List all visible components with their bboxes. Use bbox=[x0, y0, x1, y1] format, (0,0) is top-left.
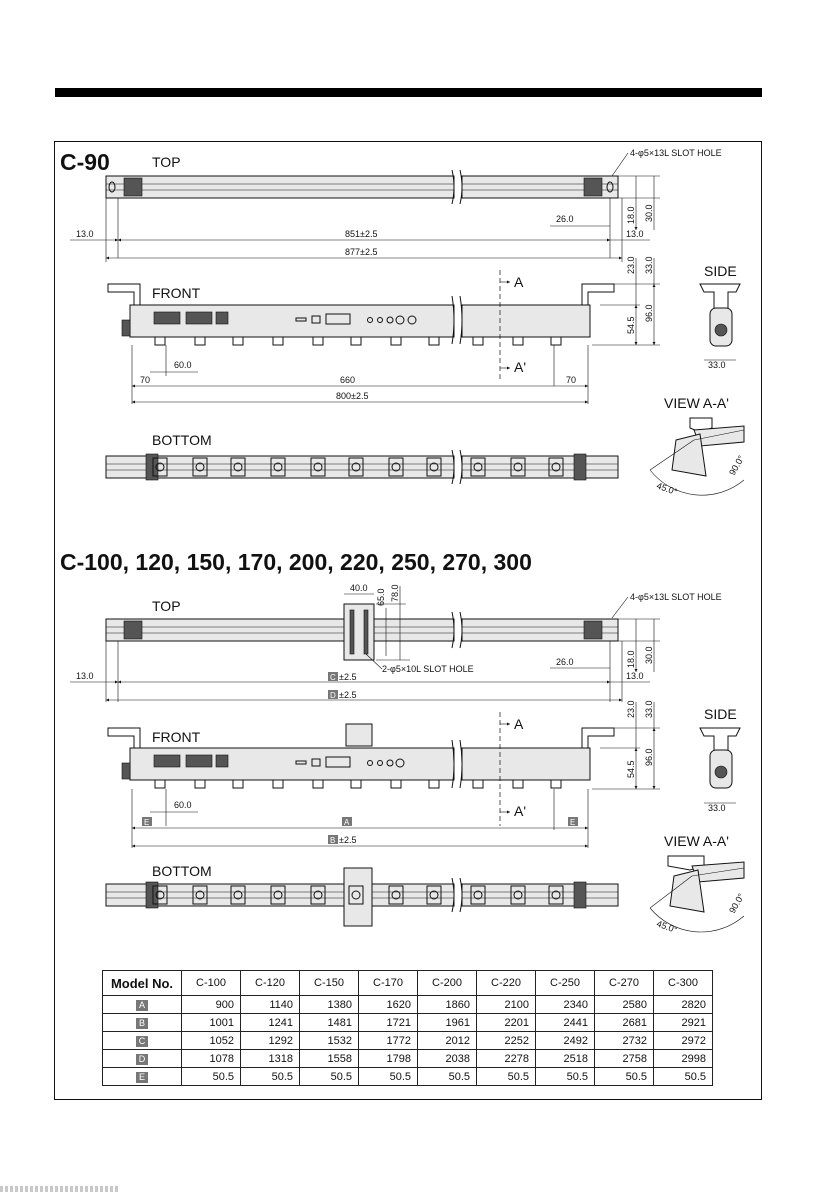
c90-section-a: A bbox=[514, 274, 524, 290]
c100-top-bar bbox=[106, 604, 618, 660]
c90-dim-13-right: 13.0 bbox=[626, 229, 644, 239]
c100-dim-96: 96.0 bbox=[644, 748, 654, 766]
c90-slot-hole-label: 4-φ5×13L SLOT HOLE bbox=[630, 148, 722, 158]
table-cell: 1380 bbox=[300, 996, 359, 1014]
table-cell: 1140 bbox=[241, 996, 300, 1014]
table-cell: 900 bbox=[182, 996, 241, 1014]
c100-dim-65: 65.0 bbox=[376, 588, 386, 606]
model-no-header: Model No. bbox=[103, 971, 182, 996]
table-cell: 1318 bbox=[241, 1050, 300, 1068]
c90-dim-70-right: 70 bbox=[566, 375, 577, 385]
nozzle bbox=[551, 337, 561, 345]
table-cell: 1772 bbox=[359, 1032, 418, 1050]
table-cell: 2492 bbox=[536, 1032, 595, 1050]
table-cell: 50.5 bbox=[477, 1068, 536, 1086]
table-cell: 1721 bbox=[359, 1014, 418, 1032]
nozzle bbox=[233, 780, 243, 788]
row-key-badge: C bbox=[136, 1036, 148, 1047]
table-cell: 2820 bbox=[654, 996, 713, 1014]
c100-front-label: FRONT bbox=[152, 729, 201, 745]
table-cell: 2580 bbox=[595, 996, 654, 1014]
c100-key-d: D bbox=[330, 691, 336, 700]
c90-dim-877: 877±2.5 bbox=[345, 247, 378, 257]
nozzle bbox=[351, 780, 361, 788]
table-cell: 1241 bbox=[241, 1014, 300, 1032]
model-spec-table bbox=[102, 970, 713, 1086]
table-cell: 2278 bbox=[477, 1050, 536, 1068]
nozzle bbox=[313, 780, 323, 788]
row-key-badge: B bbox=[136, 1018, 148, 1029]
table-row bbox=[103, 1050, 713, 1068]
table-cell: 50.5 bbox=[595, 1068, 654, 1086]
c100-slot-hole-label: 4-φ5×13L SLOT HOLE bbox=[630, 592, 722, 602]
table-cell: 2340 bbox=[536, 996, 595, 1014]
c100-top-label: TOP bbox=[152, 598, 181, 614]
c90-dim-60: 60.0 bbox=[174, 360, 192, 370]
model-header: C-120 bbox=[241, 971, 300, 996]
c100-dim-b: ±2.5 bbox=[339, 835, 357, 845]
c90-dim-800: 800±2.5 bbox=[336, 391, 369, 401]
model-header: C-150 bbox=[300, 971, 359, 996]
c90-dim-851: 851±2.5 bbox=[345, 229, 378, 239]
table-cell: 1481 bbox=[300, 1014, 359, 1032]
c100-key-b: B bbox=[330, 836, 336, 845]
table-cell: 50.5 bbox=[182, 1068, 241, 1086]
model-header: C-300 bbox=[654, 971, 713, 996]
table-cell: 1292 bbox=[241, 1032, 300, 1050]
table-cell: 1532 bbox=[300, 1032, 359, 1050]
table-cell: 2252 bbox=[477, 1032, 536, 1050]
row-key bbox=[103, 1032, 182, 1050]
nozzle bbox=[391, 780, 401, 788]
c90-dim-96: 96.0 bbox=[644, 304, 654, 322]
c100-dim-d: ±2.5 bbox=[339, 690, 357, 700]
table-cell: 2441 bbox=[536, 1014, 595, 1032]
table-cell: 2972 bbox=[654, 1032, 713, 1050]
c100-side-label: SIDE bbox=[704, 706, 737, 722]
nozzle bbox=[351, 337, 361, 345]
nozzle bbox=[429, 780, 439, 788]
nozzle bbox=[273, 780, 283, 788]
c100-dim-13-left: 13.0 bbox=[76, 671, 94, 681]
nozzle bbox=[513, 337, 523, 345]
c100-dim-33-side: 33.0 bbox=[708, 803, 726, 813]
c90-dim-13-left: 13.0 bbox=[76, 229, 94, 239]
table-cell: 2998 bbox=[654, 1050, 713, 1068]
nozzle bbox=[233, 337, 243, 345]
footer-scan-mark bbox=[0, 1186, 120, 1192]
row-key-badge: D bbox=[136, 1054, 148, 1065]
c100-dim-c: ±2.5 bbox=[339, 672, 357, 682]
c100-dim-30: 30.0 bbox=[644, 646, 654, 664]
c90-dim-54: 54.5 bbox=[626, 316, 636, 334]
row-key bbox=[103, 1014, 182, 1032]
table-cell: 2201 bbox=[477, 1014, 536, 1032]
c100-key-e-right: E bbox=[570, 818, 576, 827]
table-cell: 1558 bbox=[300, 1050, 359, 1068]
c100-dim-54: 54.5 bbox=[626, 760, 636, 778]
c90-dim-660: 660 bbox=[340, 375, 356, 385]
row-key-badge: E bbox=[136, 1072, 148, 1083]
nozzle bbox=[473, 337, 483, 345]
table-cell: 2758 bbox=[595, 1050, 654, 1068]
c100-slot-hole2-label: 2-φ5×10L SLOT HOLE bbox=[382, 664, 474, 674]
c90-dim-33: 33.0 bbox=[644, 256, 654, 274]
c100-dim-60: 60.0 bbox=[174, 800, 192, 810]
c100-dim-78: 78.0 bbox=[390, 584, 400, 602]
c100-title: C-100, 120, 150, 170, 200, 220, 250, 270, 300 bbox=[60, 549, 532, 575]
nozzle bbox=[155, 337, 165, 345]
c100-angle-45: 45.0° bbox=[655, 918, 679, 936]
row-key bbox=[103, 996, 182, 1014]
table-cell: 50.5 bbox=[359, 1068, 418, 1086]
c90-bottom-bar bbox=[106, 450, 618, 484]
table-header-row bbox=[103, 971, 713, 996]
table-cell: 50.5 bbox=[300, 1068, 359, 1086]
table-cell: 2038 bbox=[418, 1050, 477, 1068]
c90-dim-26: 26.0 bbox=[556, 214, 574, 224]
model-header: C-220 bbox=[477, 971, 536, 996]
table-cell: 2100 bbox=[477, 996, 536, 1014]
table-cell: 2681 bbox=[595, 1014, 654, 1032]
table-cell: 1961 bbox=[418, 1014, 477, 1032]
row-key bbox=[103, 1068, 182, 1086]
nozzle bbox=[273, 337, 283, 345]
table-cell: 50.5 bbox=[536, 1068, 595, 1086]
table-cell: 50.5 bbox=[418, 1068, 477, 1086]
nozzle bbox=[195, 337, 205, 345]
table-cell: 2012 bbox=[418, 1032, 477, 1050]
c100-view-label: VIEW A-A' bbox=[664, 833, 729, 849]
nozzle bbox=[473, 780, 483, 788]
model-header: C-270 bbox=[595, 971, 654, 996]
c100-side-view bbox=[700, 728, 740, 803]
nozzle bbox=[429, 337, 439, 345]
c100-dim-40: 40.0 bbox=[350, 583, 368, 593]
c90-title: C-90 bbox=[60, 149, 110, 175]
table-cell: 1620 bbox=[359, 996, 418, 1014]
table-row bbox=[103, 1014, 713, 1032]
table-cell: 2921 bbox=[654, 1014, 713, 1032]
row-key-badge: A bbox=[136, 1000, 148, 1011]
table-cell: 50.5 bbox=[654, 1068, 713, 1086]
c90-bottom-label: BOTTOM bbox=[152, 432, 212, 448]
c90-side-view bbox=[700, 284, 740, 360]
c100-key-c: C bbox=[330, 673, 336, 682]
row-key bbox=[103, 1050, 182, 1068]
nozzle bbox=[195, 780, 205, 788]
table-cell: 1001 bbox=[182, 1014, 241, 1032]
c90-dim-18: 18.0 bbox=[626, 206, 636, 224]
c90-angle-45: 45.0° bbox=[655, 480, 679, 498]
c100-key-a: A bbox=[344, 818, 350, 827]
table-row bbox=[103, 1032, 713, 1050]
table-body bbox=[103, 996, 713, 1086]
table-cell: 1860 bbox=[418, 996, 477, 1014]
c90-dim-30: 30.0 bbox=[644, 204, 654, 222]
nozzle bbox=[155, 780, 165, 788]
c100-angle-90: 90.0° bbox=[727, 891, 747, 915]
table-cell: 2732 bbox=[595, 1032, 654, 1050]
c100-dim-13-right: 13.0 bbox=[626, 671, 644, 681]
c90-dim-23: 23.0 bbox=[626, 256, 636, 274]
table-cell: 1078 bbox=[182, 1050, 241, 1068]
c90-view-label: VIEW A-A' bbox=[664, 395, 729, 411]
c100-section-a: A bbox=[514, 716, 524, 732]
nozzle bbox=[313, 337, 323, 345]
c90-top-label: TOP bbox=[152, 154, 181, 170]
c100-dim-33: 33.0 bbox=[644, 700, 654, 718]
c90-angle-90: 90.0° bbox=[727, 453, 747, 477]
nozzle bbox=[513, 780, 523, 788]
c90-dim-33-side: 33.0 bbox=[708, 360, 726, 370]
model-header: C-200 bbox=[418, 971, 477, 996]
c90-dim-70-left: 70 bbox=[140, 375, 151, 385]
c90-side-label: SIDE bbox=[704, 263, 737, 279]
c100-dim-26: 26.0 bbox=[556, 657, 574, 667]
c90-top-bar bbox=[106, 170, 618, 204]
c100-section-a2: A' bbox=[514, 803, 527, 819]
c100-dim-18: 18.0 bbox=[626, 650, 636, 668]
c90-section-a2: A' bbox=[514, 359, 527, 375]
table-cell: 1798 bbox=[359, 1050, 418, 1068]
table-cell: 2518 bbox=[536, 1050, 595, 1068]
model-header: C-250 bbox=[536, 971, 595, 996]
c90-front-label: FRONT bbox=[152, 285, 201, 301]
table-cell: 50.5 bbox=[241, 1068, 300, 1086]
table-row bbox=[103, 996, 713, 1014]
model-header: C-100 bbox=[182, 971, 241, 996]
nozzle bbox=[391, 337, 401, 345]
c100-bottom-label: BOTTOM bbox=[152, 863, 212, 879]
c100-key-e-left: E bbox=[144, 818, 150, 827]
nozzle bbox=[551, 780, 561, 788]
table-row bbox=[103, 1068, 713, 1086]
c100-dim-23: 23.0 bbox=[626, 700, 636, 718]
table-cell: 1052 bbox=[182, 1032, 241, 1050]
model-header: C-170 bbox=[359, 971, 418, 996]
